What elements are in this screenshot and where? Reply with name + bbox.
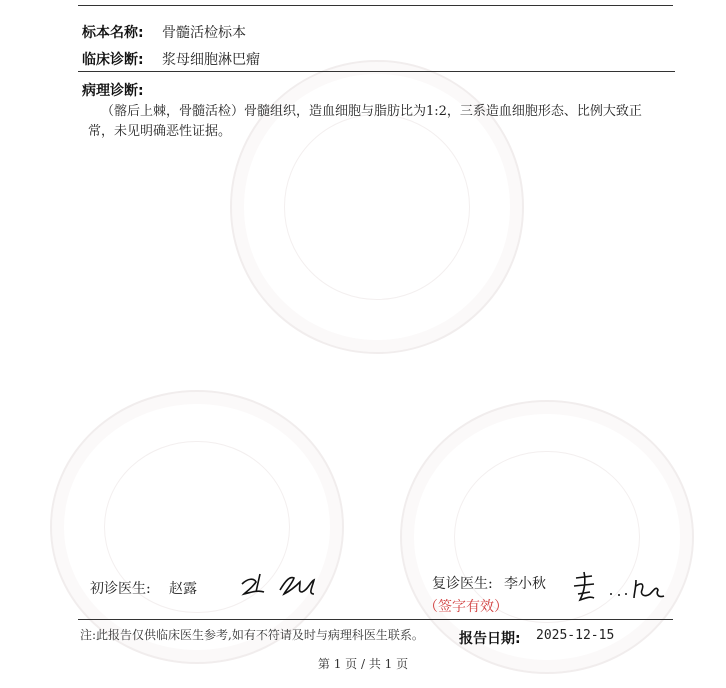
specimen-value: 骨髓活检标本: [162, 25, 246, 41]
section-rule: [78, 71, 675, 72]
pathology-diagnosis-text: （髂后上棘，骨髓活检）骨髓组织，造血细胞与脂肪比为1:2，三系造血细胞形态、比例大致正常，未见明确恶性证据。: [88, 104, 642, 139]
clinical-diagnosis-value: 浆母细胞淋巴瘤: [162, 52, 260, 68]
clinical-diagnosis-label: 临床诊断:: [82, 52, 144, 68]
report-date-label: 报告日期:: [459, 631, 521, 647]
pathology-diagnosis-label: 病理诊断:: [82, 83, 144, 99]
hospital-seal-watermark-left: [50, 390, 344, 664]
page-number: 第 1 页 / 共 1 页: [317, 657, 409, 671]
review-doctor-signature: [570, 568, 670, 608]
signature-valid-note: （签字有效）: [424, 599, 508, 615]
disclaimer-note: 注:此报告仅供临床医生参考,如有不符请及时与病理科医生联系。: [80, 628, 424, 642]
initial-doctor-signature: [238, 570, 328, 600]
initial-doctor-name: 赵露: [169, 581, 197, 597]
review-doctor-name: 李小秋: [504, 576, 546, 592]
footer-rule: [78, 619, 673, 620]
report-date-value: 2025-12-15: [536, 628, 615, 643]
top-rule: [78, 5, 673, 6]
review-doctor-label: 复诊医生:: [432, 576, 493, 592]
initial-doctor-label: 初诊医生:: [90, 581, 151, 597]
specimen-label: 标本名称:: [82, 25, 144, 41]
